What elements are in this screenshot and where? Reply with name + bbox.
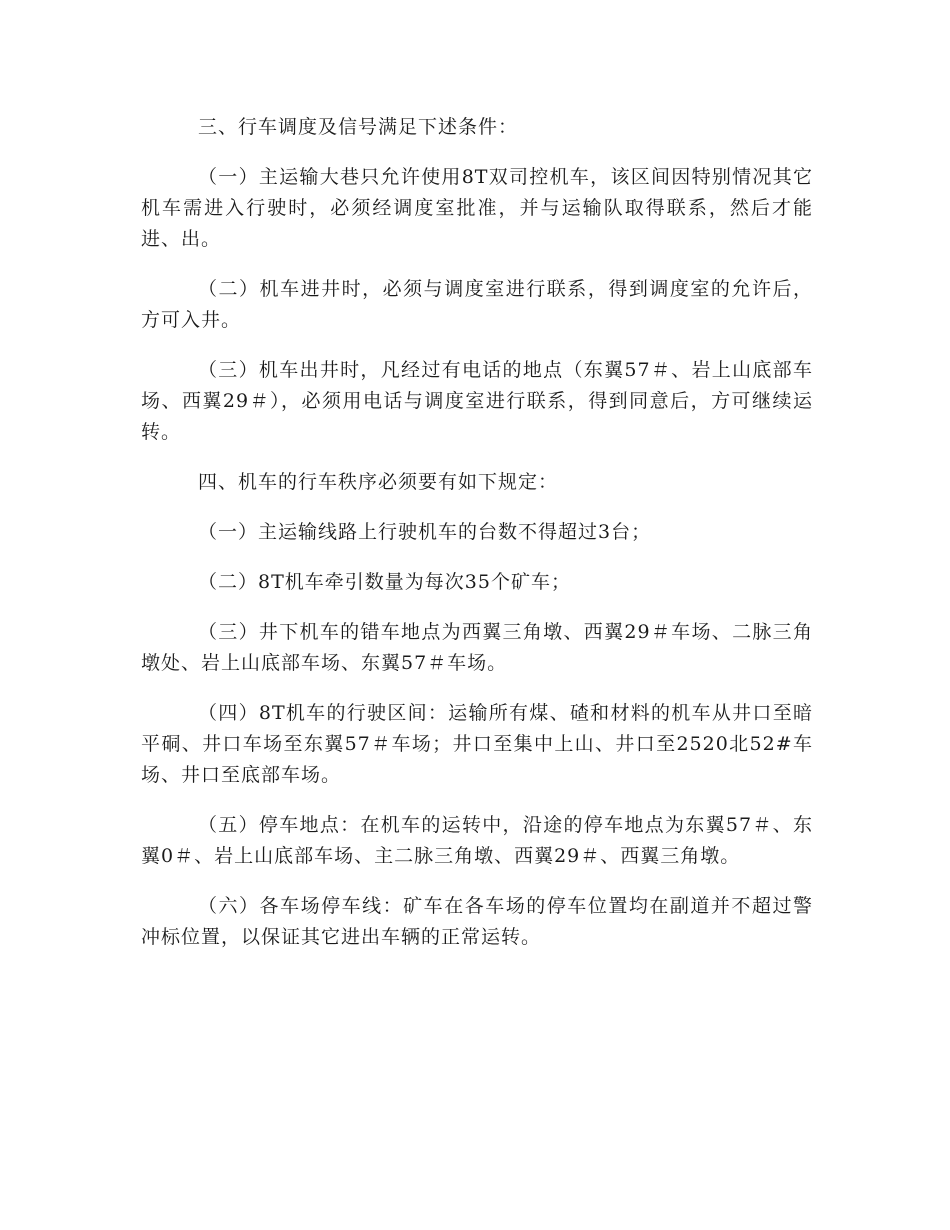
section-heading-3: 三、行车调度及信号满足下述条件：	[198, 116, 519, 138]
paragraph-4-4: （四）8T机车的行驶区间：运输所有煤、碴和材料的机车从井口至暗平硐、井口车场至东翼57＃车场；井口至集中上山、井口至2520北52#车场、井口至底部车场。	[141, 702, 813, 786]
paragraph-4-5: （五）停车地点：在机车的运转中，沿途的停车地点为东翼57＃、东翼0＃、岩上山底部车场、主二脉三角墩、西翼29＃、西翼三角墩。	[141, 814, 813, 867]
paragraph-3-3: （三）机车出井时，凡经过有电话的地点（东翼57＃、岩上山底部车场、西翼29＃），必须用电话与调度室进行联系，得到同意后，方可继续运转。	[141, 359, 813, 443]
paragraph-4-3: （三）井下机车的错车地点为西翼三角墩、西翼29＃车场、二脉三角墩处、岩上山底部车场、东翼57＃车场。	[141, 621, 813, 674]
paragraph-4-1: （一）主运输线路上行驶机车的台数不得超过3台；	[198, 521, 652, 543]
paragraph-3-1: （一）主运输大巷只允许使用8T双司控机车，该区间因特别情况其它机车需进入行驶时，必须经调度室批准，并与运输队取得联系，然后才能进、出。	[141, 166, 813, 250]
section-heading-4: 四、机车的行车秩序必须要有如下规定：	[198, 471, 559, 493]
paragraph-4-6: （六）各车场停车线：矿车在各车场的停车位置均在副道并不超过警冲标位置，以保证其它进出车辆的正常运转。	[141, 895, 813, 948]
document-body	[141, 112, 813, 972]
paragraph-4-2: （二）8T机车牵引数量为每次35个矿车；	[198, 571, 571, 593]
paragraph-3-2: （二）机车进井时，必须与调度室进行联系，得到调度室的允许后，方可入井。	[141, 278, 813, 331]
